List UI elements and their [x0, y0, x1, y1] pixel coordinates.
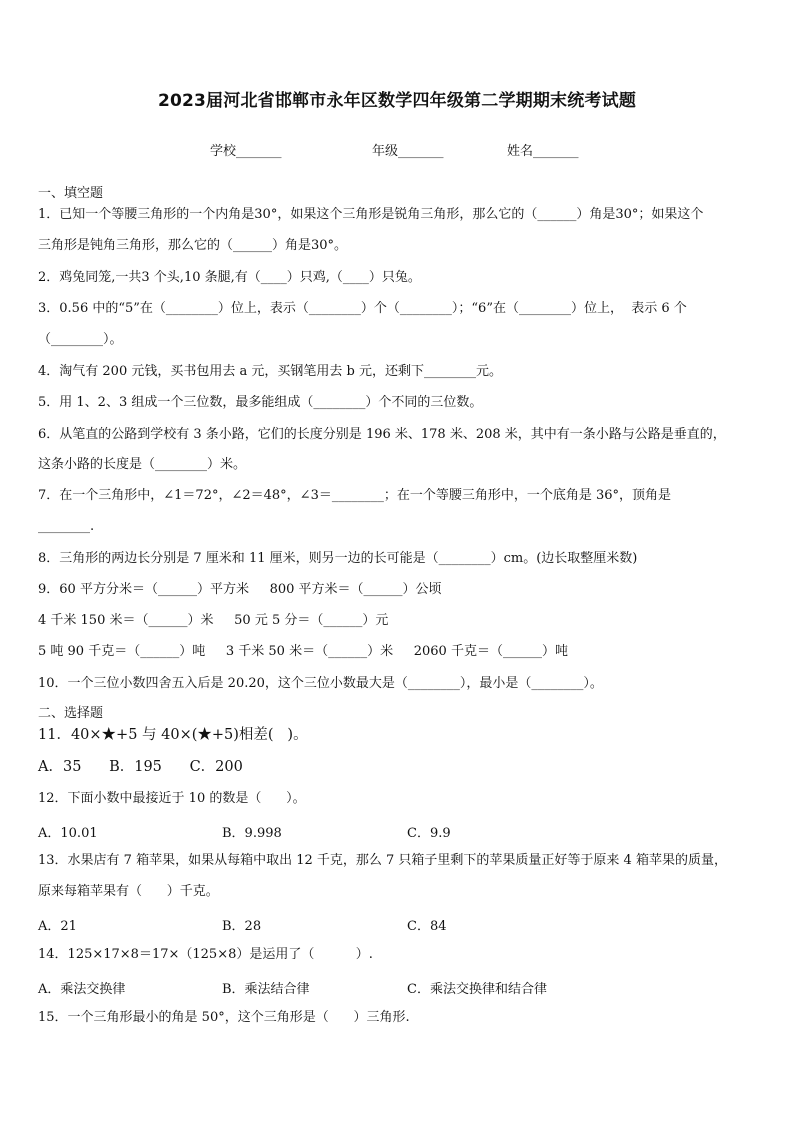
question-1-line-2: 三角形是钝角三角形，那么它的（______）角是30°。: [38, 238, 348, 253]
section-heading-fill-in: 一、填空题: [38, 186, 104, 201]
question-3-line-2: （________）。: [38, 332, 123, 347]
question-13-line-1: 13．水果店有 7 箱苹果，如果从每箱中取出 12 千克，那么 7 只箱子里剩下的苹果质量正好等于原来 4 箱苹果的质量，: [38, 853, 727, 868]
grade-field[interactable]: 年级_______: [372, 144, 444, 159]
question-13-option-c[interactable]: C．84: [407, 919, 447, 934]
question-3-line-1: 3．0.56 中的“5”在（________）位上，表示（________）个（________）；“6”在（________）位上， 表示 6 个: [38, 301, 687, 316]
question-9-line-2: 4 千米 150 米＝（______）米 50 元 5 分＝（______）元: [38, 613, 389, 628]
question-14-option-b[interactable]: B．乘法结合律: [222, 982, 310, 997]
page-title: 2023届河北省邯郸市永年区数学四年级第二学期期末统考试题: [157, 91, 637, 111]
question-9-line-3: 5 吨 90 千克＝（______）吨 3 千米 50 米＝（______）米 2060 千克＝（______）吨: [38, 644, 568, 659]
question-6-line-1: 6．从笔直的公路到学校有 3 条小路，它们的长度分别是 196 米、178 米、208 米，其中有一条小路与公路是垂直的，: [38, 427, 726, 442]
question-5: 5．用 1、2、3 组成一个三位数，最多能组成（________）个不同的三位数。: [38, 395, 483, 410]
question-4: 4．淘气有 200 元钱，买书包用去 a 元，买钢笔用去 b 元，还剩下________元。: [38, 364, 502, 379]
question-14-option-c[interactable]: C．乘法交换律和结合律: [407, 982, 547, 997]
question-12-option-b[interactable]: B．9.998: [222, 826, 282, 841]
question-15: 15．一个三角形最小的角是 50°，这个三角形是（ ）三角形.: [38, 1010, 410, 1025]
question-12-option-a[interactable]: A．10.01: [38, 826, 98, 841]
question-7-line-2: ________.: [38, 519, 95, 534]
question-12-option-c[interactable]: C．9.9: [407, 826, 451, 841]
question-6-line-2: 这条小路的长度是（________）米。: [38, 457, 247, 472]
question-12-stem: 12．下面小数中最接近于 10 的数是（ ）。: [38, 791, 306, 806]
name-field[interactable]: 姓名_______: [507, 144, 579, 159]
question-13-option-a[interactable]: A．21: [38, 919, 77, 934]
question-14-stem: 14．125×17×8＝17×（125×8）是运用了（ ）.: [38, 947, 373, 962]
question-7-line-1: 7．在一个三角形中，∠1＝72°，∠2＝48°，∠3＝________；在一个等腰三角形中，一个底角是 36°，顶角是: [38, 488, 672, 503]
question-14-option-a[interactable]: A．乘法交换律: [38, 982, 126, 997]
question-11-options[interactable]: A．35 B．195 C．200: [38, 759, 243, 775]
question-1-line-1: 1．已知一个等腰三角形的一个内角是30°，如果这个三角形是锐角三角形，那么它的（______）角是30°；如果这个: [38, 207, 704, 222]
question-9-line-1: 9．60 平方分米＝（______）平方米 800 平方米＝（______）公顷: [38, 582, 442, 597]
school-field[interactable]: 学校_______: [210, 144, 282, 159]
question-11-stem: 11．40×★+5 与 40×(★+5)相差( )。: [38, 727, 308, 743]
section-heading-choice: 二、选择题: [38, 706, 104, 721]
question-2: 2．鸡兔同笼,一共3 个头,10 条腿,有（____）只鸡,（____）只兔。: [38, 270, 421, 285]
question-13-option-b[interactable]: B．28: [222, 919, 262, 934]
question-8: 8．三角形的两边长分别是 7 厘米和 11 厘米，则另一边的长可能是（________）cm。(边长取整厘米数): [38, 551, 638, 566]
question-10: 10．一个三位小数四舍五入后是 20.20，这个三位小数最大是（________），最小是（________）。: [38, 676, 603, 691]
question-13-line-2: 原来每箱苹果有（ ）千克。: [38, 884, 219, 899]
